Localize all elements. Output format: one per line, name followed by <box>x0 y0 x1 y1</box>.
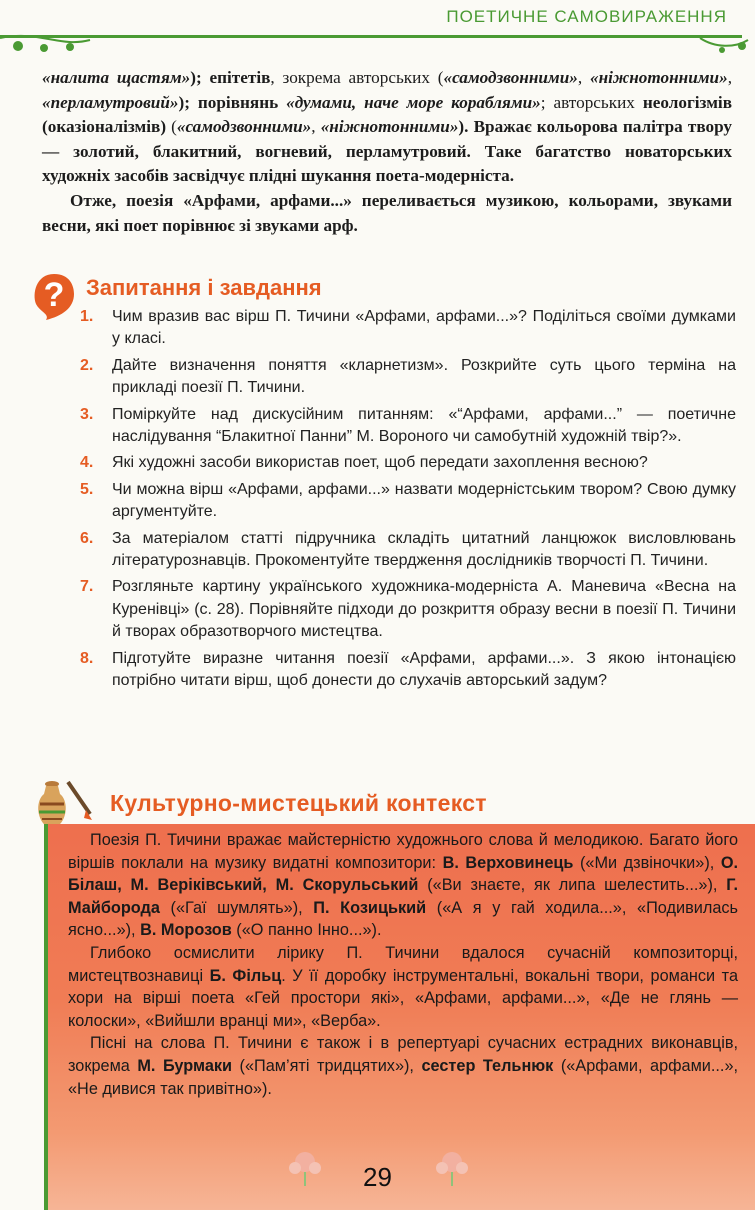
intro-run: , <box>577 68 590 87</box>
header-rule <box>0 35 742 38</box>
page-number: 29 <box>363 1162 392 1192</box>
intro-run: «самодзвонними» <box>443 68 578 87</box>
question-item <box>76 576 736 643</box>
culture-run: («Гаї шумлять»), <box>159 898 314 917</box>
intro-run: епітетів <box>209 68 271 87</box>
culture-run: Пісні на слова П. Тичини є також і в репертуарі сучасних естрадних виконавців, зокрема <box>68 1034 738 1075</box>
culture-run: сестер Тельнюк <box>421 1056 554 1075</box>
intro-run: ); <box>190 68 210 87</box>
culture-run: М. Бурмаки <box>137 1056 233 1075</box>
culture-run: Б. Фільц <box>209 966 282 985</box>
question-item <box>76 648 736 693</box>
intro-run: ; авторських <box>540 92 643 112</box>
question-item <box>76 404 736 449</box>
intro-run: , <box>311 117 321 137</box>
svg-text:?: ? <box>43 276 65 314</box>
question-text: За матеріалом статті підручника складіть цитатний ланцюжок висловлювань літературознавців. Прокоментуйте твердження дослідників творчості П. Тичини. <box>112 529 736 570</box>
culture-paragraph <box>68 942 738 1032</box>
question-item <box>76 479 736 524</box>
question-text: Дайте визначення поняття «кларнетизм». Розкрийте суть цього терміна на прикладі поезії П. Тичини. <box>112 356 736 397</box>
intro-run: порівнянь <box>197 92 279 112</box>
culture-heading: Культурно-мистецький контекст <box>110 790 487 816</box>
culture-run: («Пам’яті тридцятих»), <box>232 1056 422 1075</box>
culture-run: В. Верховинець <box>442 853 574 872</box>
culture-text <box>68 829 738 1100</box>
culture-run: Поезія П. Тичини вражає майстерністю художнього слова й мелодикою. Багато його віршів поклали на музику видатні композитори: <box>68 831 738 872</box>
intro-run: «самодзвонними» <box>176 117 312 137</box>
intro-text <box>42 66 732 238</box>
question-number: 7. <box>80 578 94 596</box>
intro-run: ). Вражає кольорова палітра твору — золотий, блакитний, вогневий, перламутровий. Таке багатство новаторських художніх засобів засвідчує плідні шукання поета-модерніста. <box>42 117 732 186</box>
question-number: 3. <box>80 405 94 423</box>
culture-run: («А я у гай ходила...», «Подивилась ясно...»), <box>68 898 739 940</box>
question-number: 2. <box>80 356 94 374</box>
intro-run: , <box>727 68 732 87</box>
intro-run: «думами, наче море кораблями» <box>286 92 541 112</box>
question-item <box>76 452 736 474</box>
question-item <box>76 355 736 400</box>
culture-run: . У її доробку інструментальні, вокальні твори, романси та хори на вірші поета «Гей простори які», «Арфами, арфами...», «Де не глянь — колоски», «Вийшли вранці ми», «Верба». <box>68 966 738 1030</box>
question-text: Поміркуйте над дискусійним питанням: «“Арфами, арфами...” — поетичне наслідування “Блакитної Панни” М. Вороного чи самобутній художній твір?». <box>112 405 736 446</box>
culture-paragraph <box>68 829 738 942</box>
intro-run: ( <box>166 117 177 137</box>
questions-heading: Запитання і завдання <box>86 275 322 300</box>
question-number: 8. <box>80 649 94 667</box>
question-badge-icon <box>32 272 76 322</box>
culture-run: О. Білаш, М. Веріківський, М. Скорульський <box>68 853 739 895</box>
culture-run: («Ми дзвіночки»), <box>573 853 721 872</box>
questions-list <box>76 306 736 697</box>
question-number: 1. <box>80 308 94 325</box>
question-text: Чи можна вірш «Арфами, арфами...» назвати модерністським твором? Свою думку аргументуйте. <box>112 480 736 521</box>
intro-run: , зокрема авторських ( <box>270 68 444 87</box>
culture-paragraph <box>68 1032 738 1100</box>
question-item <box>76 528 736 573</box>
culture-run: («О панно Інно...»). <box>231 921 382 940</box>
question-number: 6. <box>80 529 94 547</box>
question-number: 5. <box>80 480 94 498</box>
intro-paragraph-1 <box>42 66 732 189</box>
intro-run: неологізмів (оказіоналізмів) <box>42 92 732 137</box>
culture-run: В. Морозов <box>140 921 232 940</box>
question-text: Підготуйте виразне читання поезії «Арфами, арфами...». З якою інтонацією потрібно читати вірш, щоб донести до слухачів авторський задум? <box>112 649 736 690</box>
question-item <box>76 306 736 351</box>
intro-run: «налита щастям» <box>42 68 191 87</box>
culture-run: Г. Майборода <box>68 876 738 917</box>
running-header: ПОЕТИЧНЕ САМОВИРАЖЕННЯ <box>446 7 727 26</box>
intro-run: «ніжнотонними» <box>589 68 728 87</box>
intro-paragraph-2: Отже, поезія «Арфами, арфами...» переливається музикою, кольорами, звуками весни, які поет порівнює зі звуками арф. <box>42 190 732 235</box>
intro-run: «перламутровий» <box>42 92 179 112</box>
intro-run: ); <box>178 92 198 112</box>
culture-run: («Арфами, арфами...», «Не дивися так привітно»). <box>68 1056 739 1098</box>
intro-run <box>278 93 286 112</box>
culture-run: П. Козицький <box>313 898 427 917</box>
question-text: Чим вразив вас вірш П. Тичини «Арфами, арфами...»? Поділіться своїми думками у класі. <box>112 308 736 348</box>
culture-run: Глибоко осмислити лірику П. Тичини вдалося сучасній композиторці, мистецтвознавиці <box>68 943 738 985</box>
question-number: 4. <box>80 454 94 472</box>
question-text: Розгляньте картину українського художника-модерніста А. Маневича «Весна на Куренівці» (с. 28). Порівняйте підходи до розкриття образу весни в поезії П. Тичини й творах образотворчого мистецтва. <box>112 578 736 641</box>
question-text: Які художні засоби використав поет, щоб передати захоплення весною? <box>112 454 648 472</box>
intro-run: «ніжнотонними» <box>320 117 459 137</box>
culture-run: («Ви знаєте, як липа шелестить...»), <box>418 876 727 895</box>
